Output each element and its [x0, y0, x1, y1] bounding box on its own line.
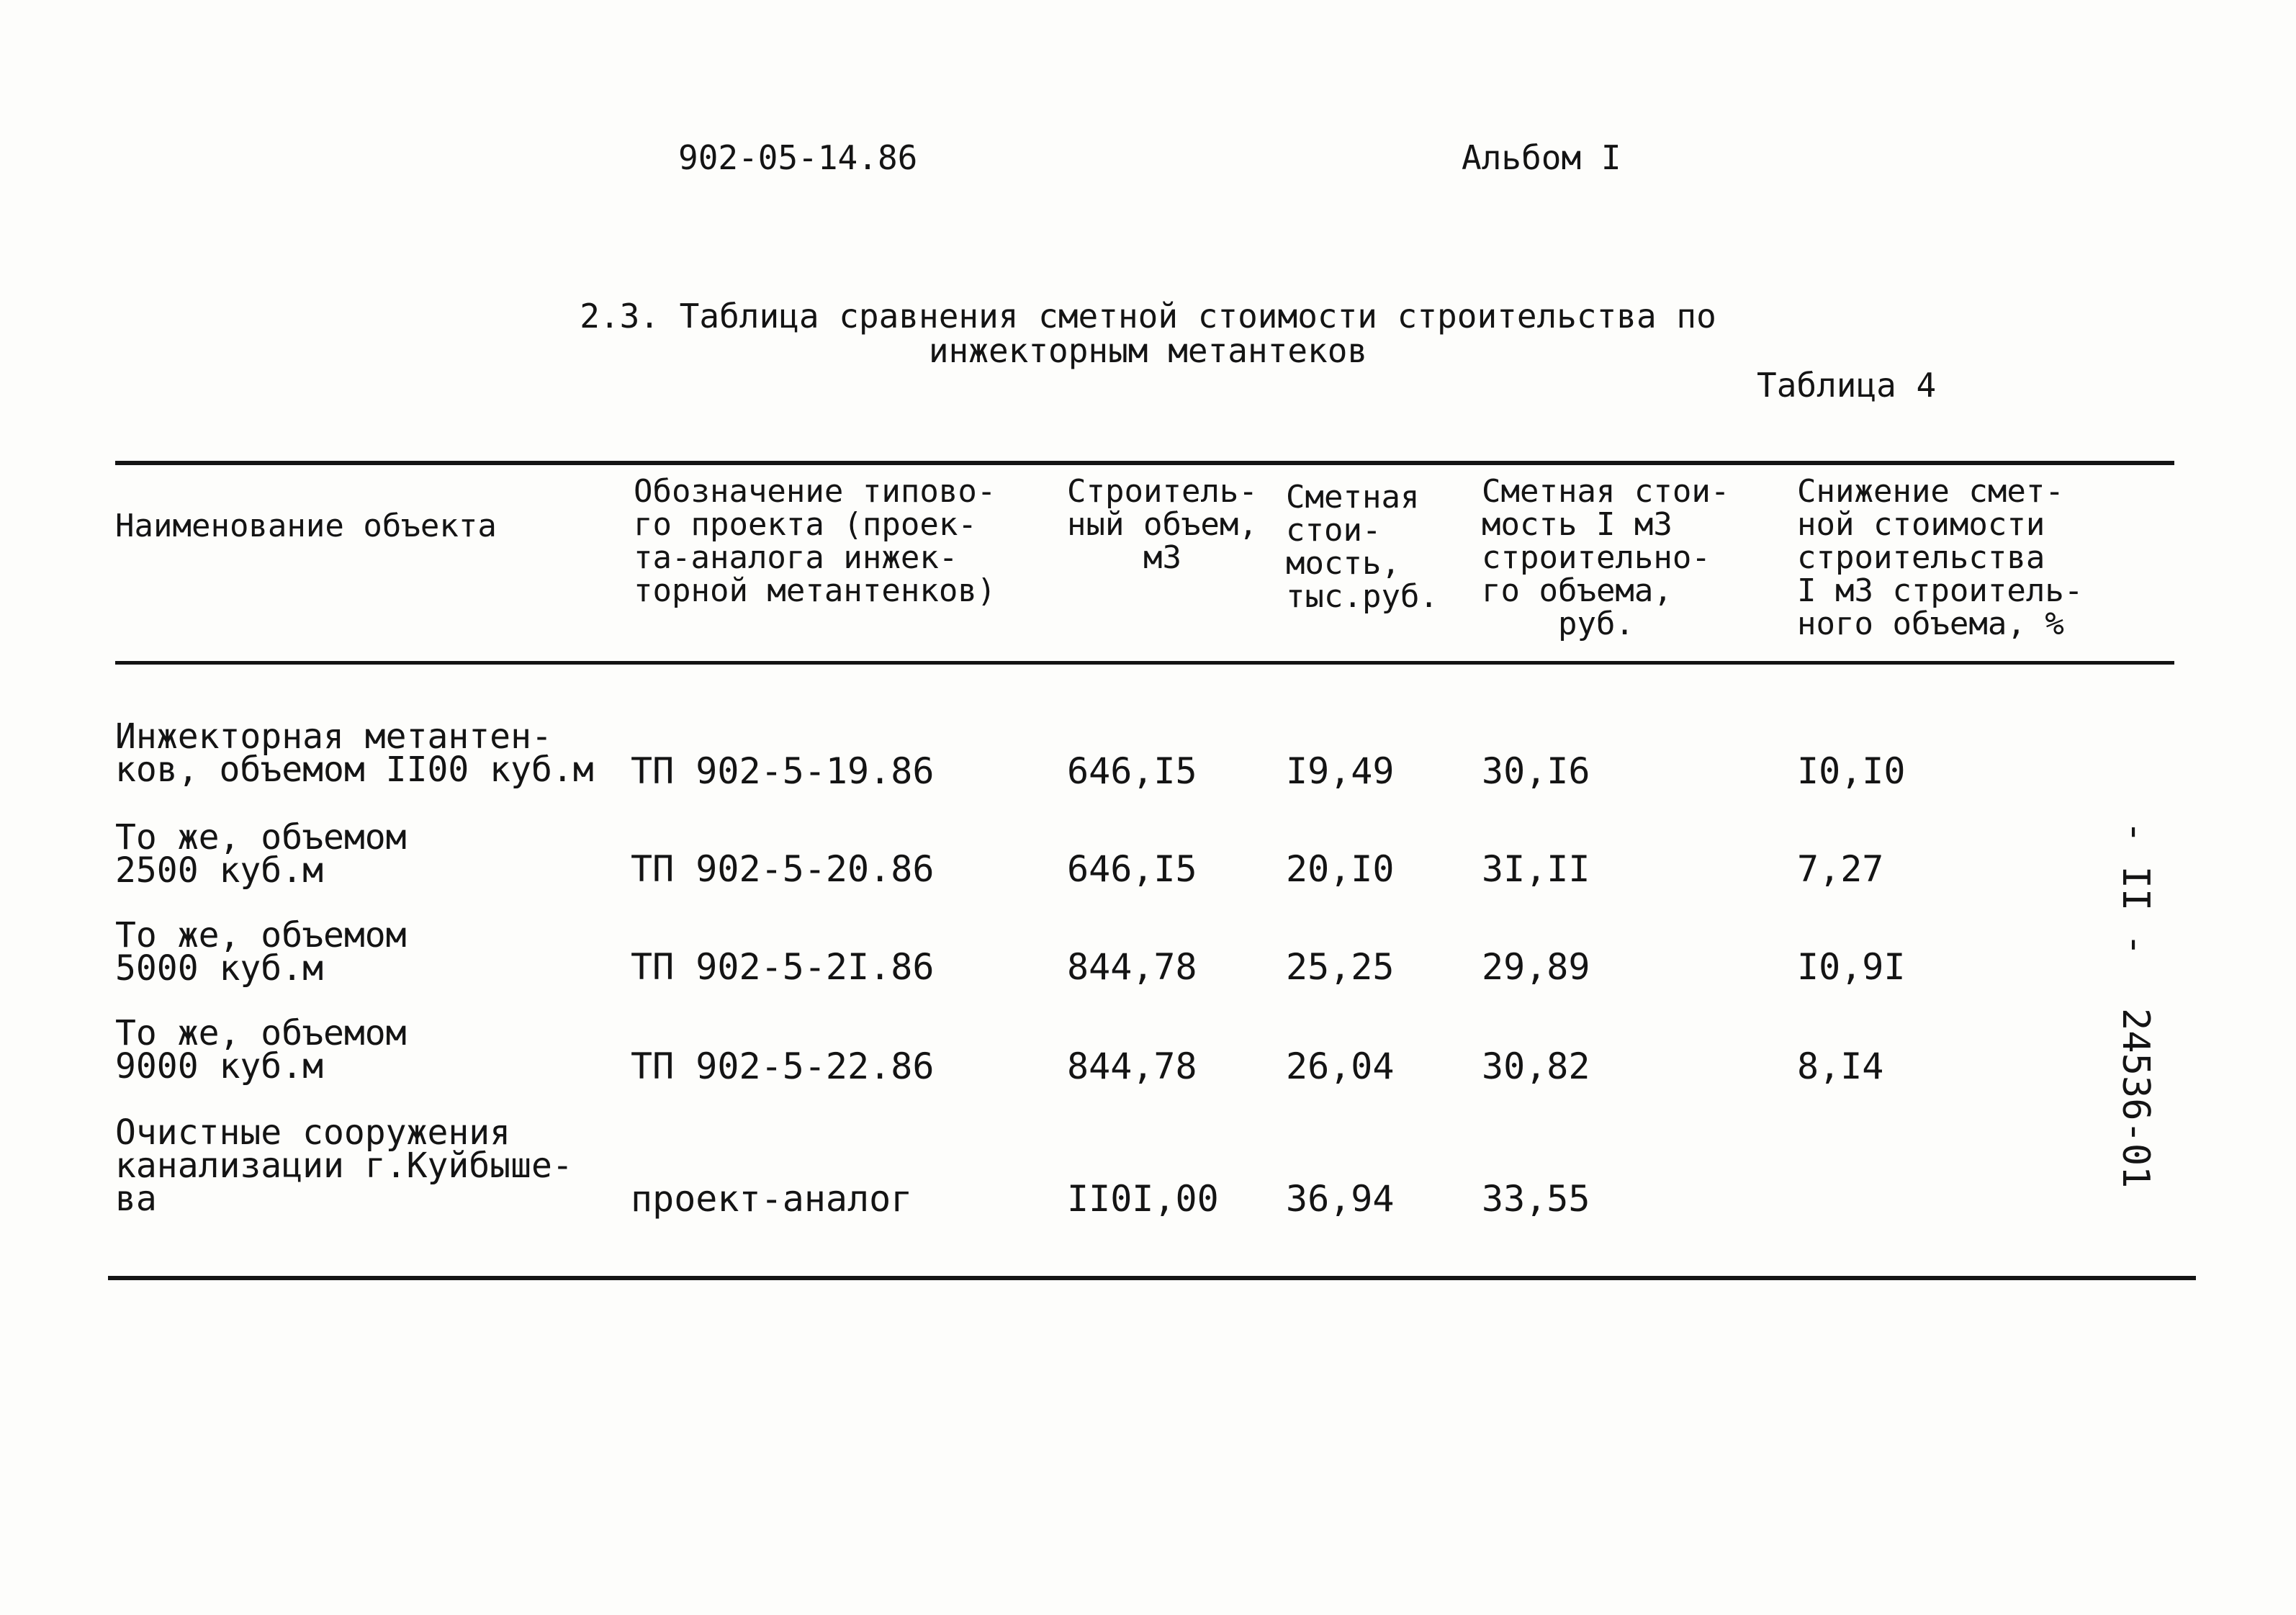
table-row-name: Инжекторная метантен- ков, объемом II00 куб.м — [115, 716, 594, 790]
table-row-volume: 646,I5 — [1067, 750, 1197, 792]
table-title-line2: инжекторным метантеков — [928, 331, 1368, 370]
table-row-reduction: I0,9I — [1797, 946, 1906, 988]
document-code: 902-05-14.86 — [678, 138, 918, 177]
table-row-unit-cost: 30,82 — [1482, 1045, 1590, 1087]
table-row-volume: 646,I5 — [1067, 848, 1197, 890]
table-bottom-rule — [108, 1276, 2196, 1280]
table-row-name: Очистные сооружения канализации г.Куйбыше- ва — [115, 1112, 573, 1219]
table-row-project: ТП 902-5-22.86 — [631, 1045, 935, 1087]
registration-number: 24536-01 — [2114, 1008, 2157, 1189]
table-row-cost: 25,25 — [1286, 946, 1395, 988]
table-row-project: ТП 902-5-19.86 — [631, 750, 935, 792]
page-number: - II - — [2114, 821, 2157, 956]
column-header-project: Обозначение типово- го проекта (проек- та-аналога инжек- торной метантенков) — [634, 473, 996, 609]
table-label: Таблица 4 — [1757, 366, 1937, 405]
header-bottom-rule — [115, 661, 2174, 665]
column-header-cost: Сметная стои- мость, тыс.руб. — [1286, 479, 1439, 615]
table-row-project: проект-аналог — [631, 1178, 913, 1220]
album-label: Альбом I — [1462, 138, 1621, 177]
column-header-reduction: Снижение смет- ной стоимости строительства I м3 строитель- ного объема, % — [1797, 473, 2084, 642]
table-row-cost: I9,49 — [1286, 750, 1395, 792]
table-row-project: ТП 902-5-2I.86 — [631, 946, 935, 988]
table-row-cost: 36,94 — [1286, 1178, 1395, 1220]
table-row-name: То же, объемом 2500 куб.м — [115, 817, 407, 891]
table-title-line1: 2.3. Таблица сравнения сметной стоимости строительства по — [580, 297, 1716, 336]
table-row-unit-cost: 30,I6 — [1482, 750, 1590, 792]
column-header-unit-cost: Сметная стои- мость I м3 строительно- го объема, руб. — [1482, 473, 1730, 642]
table-row-project: ТП 902-5-20.86 — [631, 848, 935, 890]
column-header-name: Наименование объекта — [115, 508, 497, 544]
table-row-name: То же, объемом 5000 куб.м — [115, 915, 407, 989]
table-row-volume: II0I,00 — [1067, 1178, 1219, 1220]
table-row-cost: 20,I0 — [1286, 848, 1395, 890]
table-row-reduction: 8,I4 — [1797, 1045, 1884, 1087]
table-row-name: То же, объемом 9000 куб.м — [115, 1013, 407, 1087]
table-row-unit-cost: 33,55 — [1482, 1178, 1590, 1220]
column-header-volume: Строитель- ный объем, м3 — [1067, 473, 1258, 576]
table-row-unit-cost: 29,89 — [1482, 946, 1590, 988]
table-row-unit-cost: 3I,II — [1482, 848, 1590, 890]
table-top-rule — [115, 461, 2174, 465]
table-row-volume: 844,78 — [1067, 1045, 1197, 1087]
table-row-reduction: I0,I0 — [1797, 750, 1906, 792]
table-row-volume: 844,78 — [1067, 946, 1197, 988]
table-row-cost: 26,04 — [1286, 1045, 1395, 1087]
table-row-reduction: 7,27 — [1797, 848, 1884, 890]
